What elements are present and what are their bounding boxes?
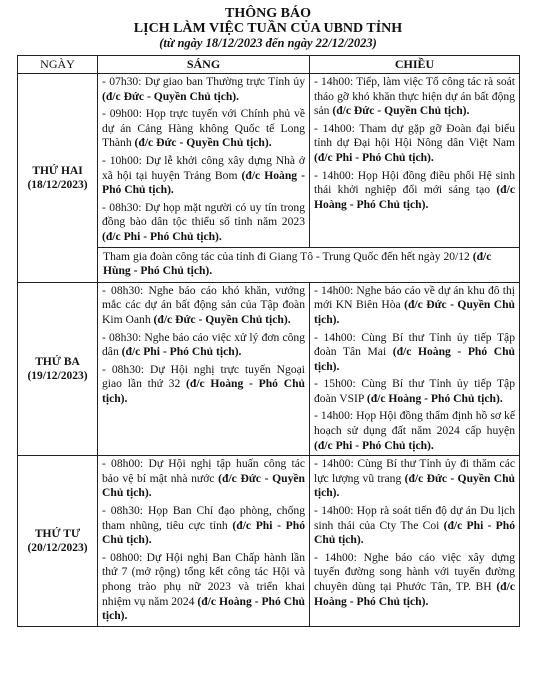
list-item: - 08h30: Nghe báo cáo khó khăn, vướng mắc các dự án bất động sản của Tập đoàn Kim Oanh (đ/c Đức - Quyền Chủ tịch). xyxy=(102,283,305,326)
notice-title: THÔNG BÁO xyxy=(225,6,311,21)
document-header xyxy=(17,6,519,51)
schedule-table xyxy=(17,55,520,627)
morning-cell-monday xyxy=(98,74,310,248)
list-item: - 09h00: Họp trực tuyến với Chính phủ về dự án Cảng Hàng không Quốc tế Long Thành (đ/c Đức - Quyền Chủ tịch). xyxy=(102,107,305,150)
column-header-day: NGÀY xyxy=(18,56,98,74)
day-name: THỨ BA xyxy=(35,355,80,368)
morning-cell-tuesday xyxy=(98,282,310,456)
list-item: - 14h00: Nghe báo cáo việc xây dựng tuyến đường song hành với tuyến đường chuyên dùng tại Phước Tân, TP. BH (đ/c Hoàng - Phó Chủ tịch). xyxy=(314,550,515,608)
list-item: - 14h00: Cùng Bí thư Tỉnh ủy đi thăm các lực lượng vũ trang (đ/c Đức - Quyền Chủ tịch). xyxy=(314,457,515,500)
day-date: (19/12/2023) xyxy=(27,369,88,382)
day-name: THỨ TƯ xyxy=(34,528,81,541)
day-date: (20/12/2023) xyxy=(27,542,88,555)
list-item: - 14h00: Nghe báo cáo về dự án khu đô thị mới KN Biên Hòa (đ/c Đức - Quyền Chủ tịch). xyxy=(314,283,515,326)
list-item: - 08h30: Dự Hội nghị trực tuyến Ngoại giao lần thứ 32 (đ/c Hoàng - Phó Chủ tịch). xyxy=(102,362,305,405)
list-item: - 14h00: Tiếp, làm việc Tổ công tác rà soát tháo gỡ khó khăn thực hiện dự án bất động sản (đ/c Đức - Quyền Chủ tịch). xyxy=(314,75,515,118)
schedule-title: LỊCH LÀM VIỆC TUẦN CỦA UBND TỈNH xyxy=(133,21,403,36)
table-row xyxy=(18,282,520,456)
list-item: - 14h00: Họp Hội đồng thẩm định hồ sơ kế hoạch sử dụng đất năm 2024 cấp huyện (đ/c Phi - Phó Chủ tịch). xyxy=(314,409,515,452)
day-cell-wednesday xyxy=(18,456,98,627)
list-item: - 14h00: Tham dự gặp gỡ Đoàn đại biểu tỉnh dự Đại hội Hội Nông dân Việt Nam (đ/c Phi - Phó Chủ tịch). xyxy=(314,121,515,164)
day-date: (18/12/2023) xyxy=(27,178,88,191)
list-item: - 07h30: Dự giao ban Thường trực Tỉnh ủy (đ/c Đức - Quyền Chủ tịch). xyxy=(102,75,305,103)
list-item: - 08h30: Họp Ban Chỉ đạo phòng, chống tham nhũng, tiêu cực tỉnh (đ/c Phi - Phó Chủ tịch). xyxy=(102,504,305,547)
list-item: - 14h00: Họp Hội đồng điều phối Hệ sinh thái khởi nghiệp đổi mới sáng tạo (đ/c Hoàng - Phó Chủ tịch). xyxy=(314,168,515,211)
list-item: - 10h00: Dự lễ khởi công xây dựng Nhà ở xã hội tại huyện Trảng Bom (đ/c Hoàng - Phó Chủ tịch). xyxy=(102,153,305,197)
list-item: - 08h00: Dự Hội nghị Ban Chấp hành lần thứ 7 (mở rộng) tổng kết công tác Hội và phong trào phụ nữ 2023 và triển khai nhiệm vụ năm 2024 (đ/c Hoàng - Phó Chủ tịch). xyxy=(102,550,305,623)
list-item: - 14h00: Cùng Bí thư Tỉnh ủy tiếp Tập đoàn Tân Mai (đ/c Hoàng - Phó Chủ tịch). xyxy=(314,330,515,373)
list-item: - 08h30: Nghe báo cáo việc xử lý đơn công dân (đ/c Phi - Phó Chủ tịch). xyxy=(102,330,305,359)
table-row xyxy=(18,74,520,248)
column-header-morning: SÁNG xyxy=(98,56,310,74)
afternoon-cell-wednesday xyxy=(310,456,520,627)
day-name: THỨ HAI xyxy=(32,164,83,177)
table-row xyxy=(18,456,520,627)
morning-cell-wednesday xyxy=(98,456,310,627)
afternoon-cell-monday xyxy=(310,74,520,248)
day-cell-monday xyxy=(18,74,98,283)
list-item: - 08h00: Dự Hội nghị tập huấn công tác bảo vệ bí mật nhà nước (đ/c Đức - Quyền Chủ tịch). xyxy=(102,457,305,500)
afternoon-cell-tuesday xyxy=(310,282,520,456)
date-range: (từ ngày 18/12/2023 đến ngày 22/12/2023) xyxy=(159,36,377,50)
column-header-afternoon: CHIỀU xyxy=(310,56,520,74)
list-item: - 08h30: Dự họp mặt người có uy tín trong đồng bào dân tộc thiểu số tỉnh năm 2023 (đ/c Phi - Phó Chủ tịch). xyxy=(102,200,305,243)
list-item: - 14h00: Họp rà soát tiến độ dự án Du lịch sinh thái của Cty The Coi (đ/c Phi - Phó Chủ tịch). xyxy=(314,504,515,547)
all-day-note-monday: Tham gia đoàn công tác của tỉnh đi Giang Tô - Trung Quốc đến hết ngày 20/12 (đ/c Hùng - Phó Chủ tịch). xyxy=(98,247,520,282)
list-item: - 15h00: Cùng Bí thư Tỉnh ủy tiếp Tập đoàn VSIP (đ/c Hoàng - Phó Chủ tịch). xyxy=(314,377,515,405)
day-cell-tuesday xyxy=(18,282,98,456)
table-header-row xyxy=(18,56,520,74)
